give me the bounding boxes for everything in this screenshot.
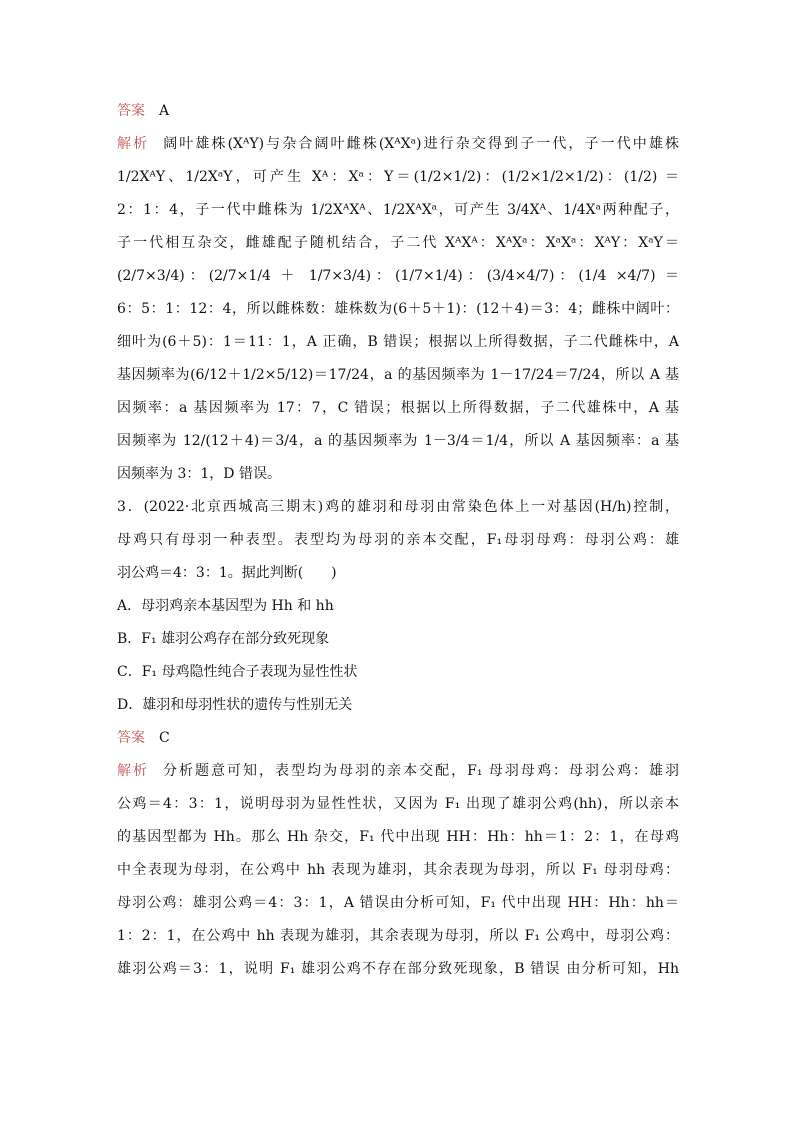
answer-label: 答案 (117, 103, 145, 119)
analysis-text-line: 的基因型都为 Hh。那么 Hh 杂交，F₁ 代中出现 HH：Hh：hh＝1：2：1，在母鸡 (117, 829, 679, 845)
answer-value: A (159, 103, 170, 119)
analysis-text-line: 公鸡＝4：3：1，说明母羽为显性性状，又因为 F₁ 出现了雄羽公鸡(hh)，所以亲本 (117, 796, 679, 812)
analysis-text-line: 2：1：4，子一代中雌株为 1/2XᴬXᴬ、1/2XᴬXᵃ，可产生 3/4Xᴬ、1/4Xᵃ两种配子， (117, 202, 679, 218)
answer-value: C (159, 730, 170, 746)
analysis-label: 解析 (117, 136, 150, 152)
analysis-line-1 (117, 134, 679, 154)
answer-line-1 (117, 101, 679, 121)
analysis-text-line: 母羽公鸡：雄羽公鸡＝4：3：1，A 错误由分析可知，F₁ 代中出现 HH：Hh：hh＝ (117, 895, 679, 911)
analysis-text: 阔叶雄株(XᴬY)与杂合阔叶雌株(XᴬXᵃ)进行杂交得到子一代，子一代中雄株 (163, 136, 679, 152)
analysis-text-line: 1/2XᴬY、1/2XᵃY，可产生 Xᴬ：Xᵃ：Y＝(1/2×1/2)：(1/2×1/2×1/2)：(1/2) ＝ (117, 169, 679, 185)
analysis-label: 解析 (117, 763, 150, 779)
analysis-text-line: 因频率为 3：1，D 错误。 (117, 466, 281, 482)
analysis-text-line: 6：5：1：12：4，所以雌株数：雄株数为(6＋5＋1)：(12＋4)＝3：4；雌株中阔叶： (117, 301, 679, 317)
analysis-text-line: 因频率：a 基因频率为 17：7，C 错误；根据以上所得数据，子二代雄株中，A 基 (117, 400, 679, 416)
question-stem-line: 母鸡只有母羽一种表型。表型均为母羽的亲本交配，F₁母羽母鸡：母羽公鸡：雄 (117, 532, 679, 548)
option-c: C．F₁ 母鸡隐性纯合子表现为显性性状 (117, 664, 358, 680)
question-stem-line: 3．(2022·北京西城高三期末)鸡的雄羽和母羽由常染色体上一对基因(H/h)控制， (117, 499, 679, 515)
question-stem-line: 羽公鸡＝4：3：1。据此判断( ) (117, 565, 337, 581)
analysis-text-line: 基因频率为(6/12＋1/2×5/12)＝17/24，a 的基因频率为 1－17/24＝7/24，所以 A 基 (117, 367, 679, 383)
option-d: D．雄羽和母羽性状的遗传与性别无关 (117, 697, 353, 713)
analysis-text-line: 细叶为(6＋5)：1＝11：1，A 正确，B 错误；根据以上所得数据，子二代雌株中，A (117, 334, 679, 350)
analysis-text-line: 1：2：1，在公鸡中 hh 表现为雄羽，其余表现为母羽，所以 F₁ 公鸡中，母羽公鸡： (117, 928, 679, 944)
analysis-text-line: (2/7×3/4)：(2/7×1/4 ＋ 1/7×3/4)：(1/7×1/4)：(3/4×4/7)：(1/4 ×4/7) ＝ (117, 268, 679, 284)
analysis-text: 分析题意可知，表型均为母羽的亲本交配，F₁ 母羽母鸡：母羽公鸡：雄羽 (163, 763, 679, 779)
analysis-text-line: 中全表现为母羽，在公鸡中 hh 表现为雄羽，其余表现为母羽，所以 F₁ 母羽母鸡： (117, 862, 679, 878)
answer-line-2 (117, 728, 679, 748)
option-b: B．F₁ 雄羽公鸡存在部分致死现象 (117, 631, 330, 647)
answer-label: 答案 (117, 730, 145, 746)
option-a: A．母羽鸡亲本基因型为 Hh 和 hh (117, 598, 334, 614)
analysis-text-line: 雄羽公鸡＝3：1，说明 F₁ 雄羽公鸡不存在部分致死现象，B 错误 由分析可知，Hh (117, 961, 679, 977)
analysis-text-line: 因频率为 12/(12＋4)＝3/4，a 的基因频率为 1－3/4＝1/4，所以 A 基因频率：a 基 (117, 433, 679, 449)
analysis-line-2 (117, 761, 679, 781)
analysis-text-line: 子一代相互杂交，雌雄配子随机结合，子二代 XᴬXᴬ：XᴬXᵃ：XᵃXᵃ：XᴬY：XᵃY＝ (117, 235, 679, 251)
